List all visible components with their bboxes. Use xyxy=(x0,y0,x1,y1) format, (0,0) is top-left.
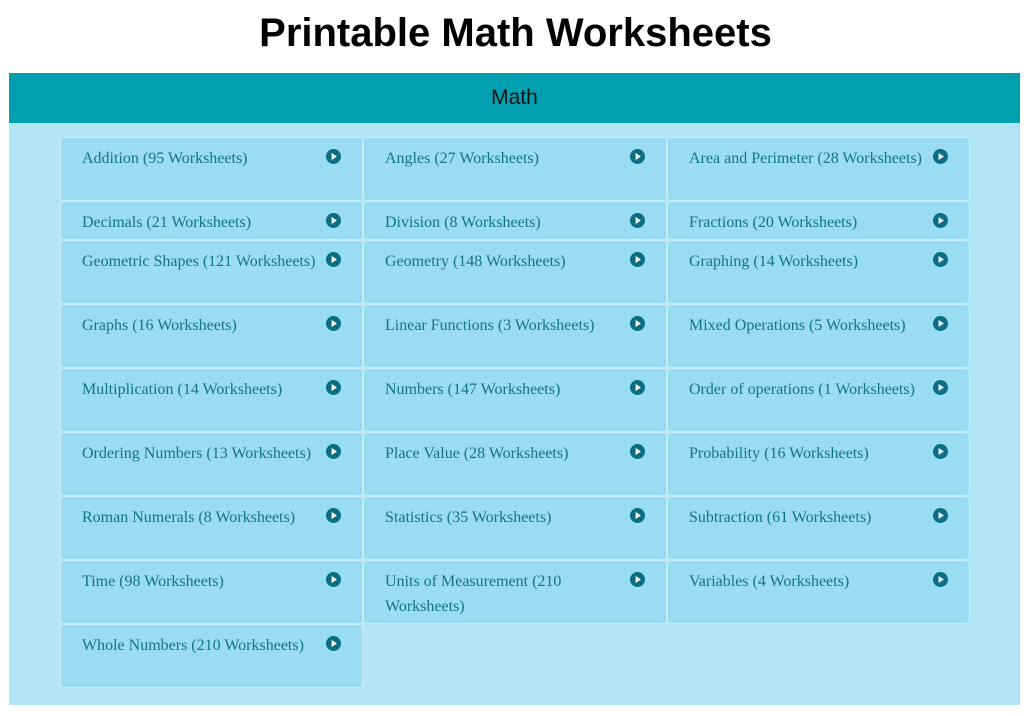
play-circle-icon xyxy=(326,252,341,267)
category-label: Ordering Numbers (13 Worksheets) xyxy=(82,445,312,462)
play-circle-icon xyxy=(326,213,341,228)
play-circle-icon xyxy=(326,636,341,651)
category-label: Multiplication (14 Worksheets) xyxy=(82,381,283,398)
category-label: Numbers (147 Worksheets) xyxy=(385,381,561,398)
category-label: Geometry (148 Worksheets) xyxy=(385,253,566,270)
page-title: Printable Math Worksheets xyxy=(259,11,772,55)
category-label: Linear Functions (3 Worksheets) xyxy=(385,317,595,334)
category-link-time[interactable] xyxy=(60,560,363,624)
category-label: Time (98 Worksheets) xyxy=(82,573,224,590)
category-label: Place Value (28 Worksheets) xyxy=(385,445,569,462)
play-circle-icon xyxy=(630,380,645,395)
category-link-order-of-operations[interactable] xyxy=(667,368,970,432)
category-link-area-and-perimeter[interactable] xyxy=(667,137,970,201)
play-circle-icon xyxy=(630,316,645,331)
category-link-mixed-operations[interactable] xyxy=(667,304,970,368)
category-link-fractions[interactable] xyxy=(667,201,970,240)
category-link-variables[interactable] xyxy=(667,560,970,624)
category-label: Area and Perimeter (28 Worksheets) xyxy=(689,150,922,167)
category-link-multiplication[interactable] xyxy=(60,368,363,432)
play-circle-icon xyxy=(933,252,948,267)
play-circle-icon xyxy=(933,572,948,587)
category-link-geometry[interactable] xyxy=(363,240,667,304)
category-label: Angles (27 Worksheets) xyxy=(385,150,539,167)
play-circle-icon xyxy=(933,213,948,228)
category-label: Geometric Shapes (121 Worksheets) xyxy=(82,253,316,270)
category-label: Order of operations (1 Worksheets) xyxy=(689,381,915,398)
category-label: Division (8 Worksheets) xyxy=(385,214,541,231)
play-circle-icon xyxy=(630,149,645,164)
play-circle-icon xyxy=(630,444,645,459)
category-label: Addition (95 Worksheets) xyxy=(82,150,248,167)
category-link-linear-functions[interactable] xyxy=(363,304,667,368)
play-circle-icon xyxy=(933,316,948,331)
play-circle-icon xyxy=(933,508,948,523)
category-link-probability[interactable] xyxy=(667,432,970,496)
category-link-units-of-measurement[interactable] xyxy=(363,560,667,624)
category-link-graphs[interactable] xyxy=(60,304,363,368)
category-link-numbers[interactable] xyxy=(363,368,667,432)
play-circle-icon xyxy=(630,508,645,523)
play-circle-icon xyxy=(933,380,948,395)
category-link-whole-numbers[interactable] xyxy=(60,624,363,688)
category-label: Roman Numerals (8 Worksheets) xyxy=(82,509,296,526)
category-link-division[interactable] xyxy=(363,201,667,240)
math-category-panel xyxy=(9,73,1020,705)
play-circle-icon xyxy=(630,572,645,587)
play-circle-icon xyxy=(326,508,341,523)
category-link-geometric-shapes[interactable] xyxy=(60,240,363,304)
play-circle-icon xyxy=(630,252,645,267)
category-label: Graphs (16 Worksheets) xyxy=(82,317,237,334)
category-label: Probability (16 Worksheets) xyxy=(689,445,869,462)
category-label: Statistics (35 Worksheets) xyxy=(385,509,552,526)
category-label: Units of Measurement (210 Worksheets) xyxy=(385,573,562,615)
category-link-angles[interactable] xyxy=(363,137,667,201)
category-label: Subtraction (61 Worksheets) xyxy=(689,509,872,526)
category-link-place-value[interactable] xyxy=(363,432,667,496)
category-link-subtraction[interactable] xyxy=(667,496,970,560)
category-label: Graphing (14 Worksheets) xyxy=(689,253,859,270)
play-circle-icon xyxy=(933,149,948,164)
category-link-addition[interactable] xyxy=(60,137,363,201)
panel-header: Math xyxy=(9,73,1020,123)
play-circle-icon xyxy=(933,444,948,459)
category-link-decimals[interactable] xyxy=(60,201,363,240)
category-link-graphing[interactable] xyxy=(667,240,970,304)
category-link-ordering-numbers[interactable] xyxy=(60,432,363,496)
play-circle-icon xyxy=(326,444,341,459)
category-link-roman-numerals[interactable] xyxy=(60,496,363,560)
category-label: Mixed Operations (5 Worksheets) xyxy=(689,317,906,334)
category-label: Whole Numbers (210 Worksheets) xyxy=(82,637,304,654)
play-circle-icon xyxy=(326,316,341,331)
play-circle-icon xyxy=(326,149,341,164)
category-label: Variables (4 Worksheets) xyxy=(689,573,850,590)
play-circle-icon xyxy=(630,213,645,228)
category-link-statistics[interactable] xyxy=(363,496,667,560)
category-label: Fractions (20 Worksheets) xyxy=(689,214,858,231)
play-circle-icon xyxy=(326,572,341,587)
category-label: Decimals (21 Worksheets) xyxy=(82,214,252,231)
play-circle-icon xyxy=(326,380,341,395)
